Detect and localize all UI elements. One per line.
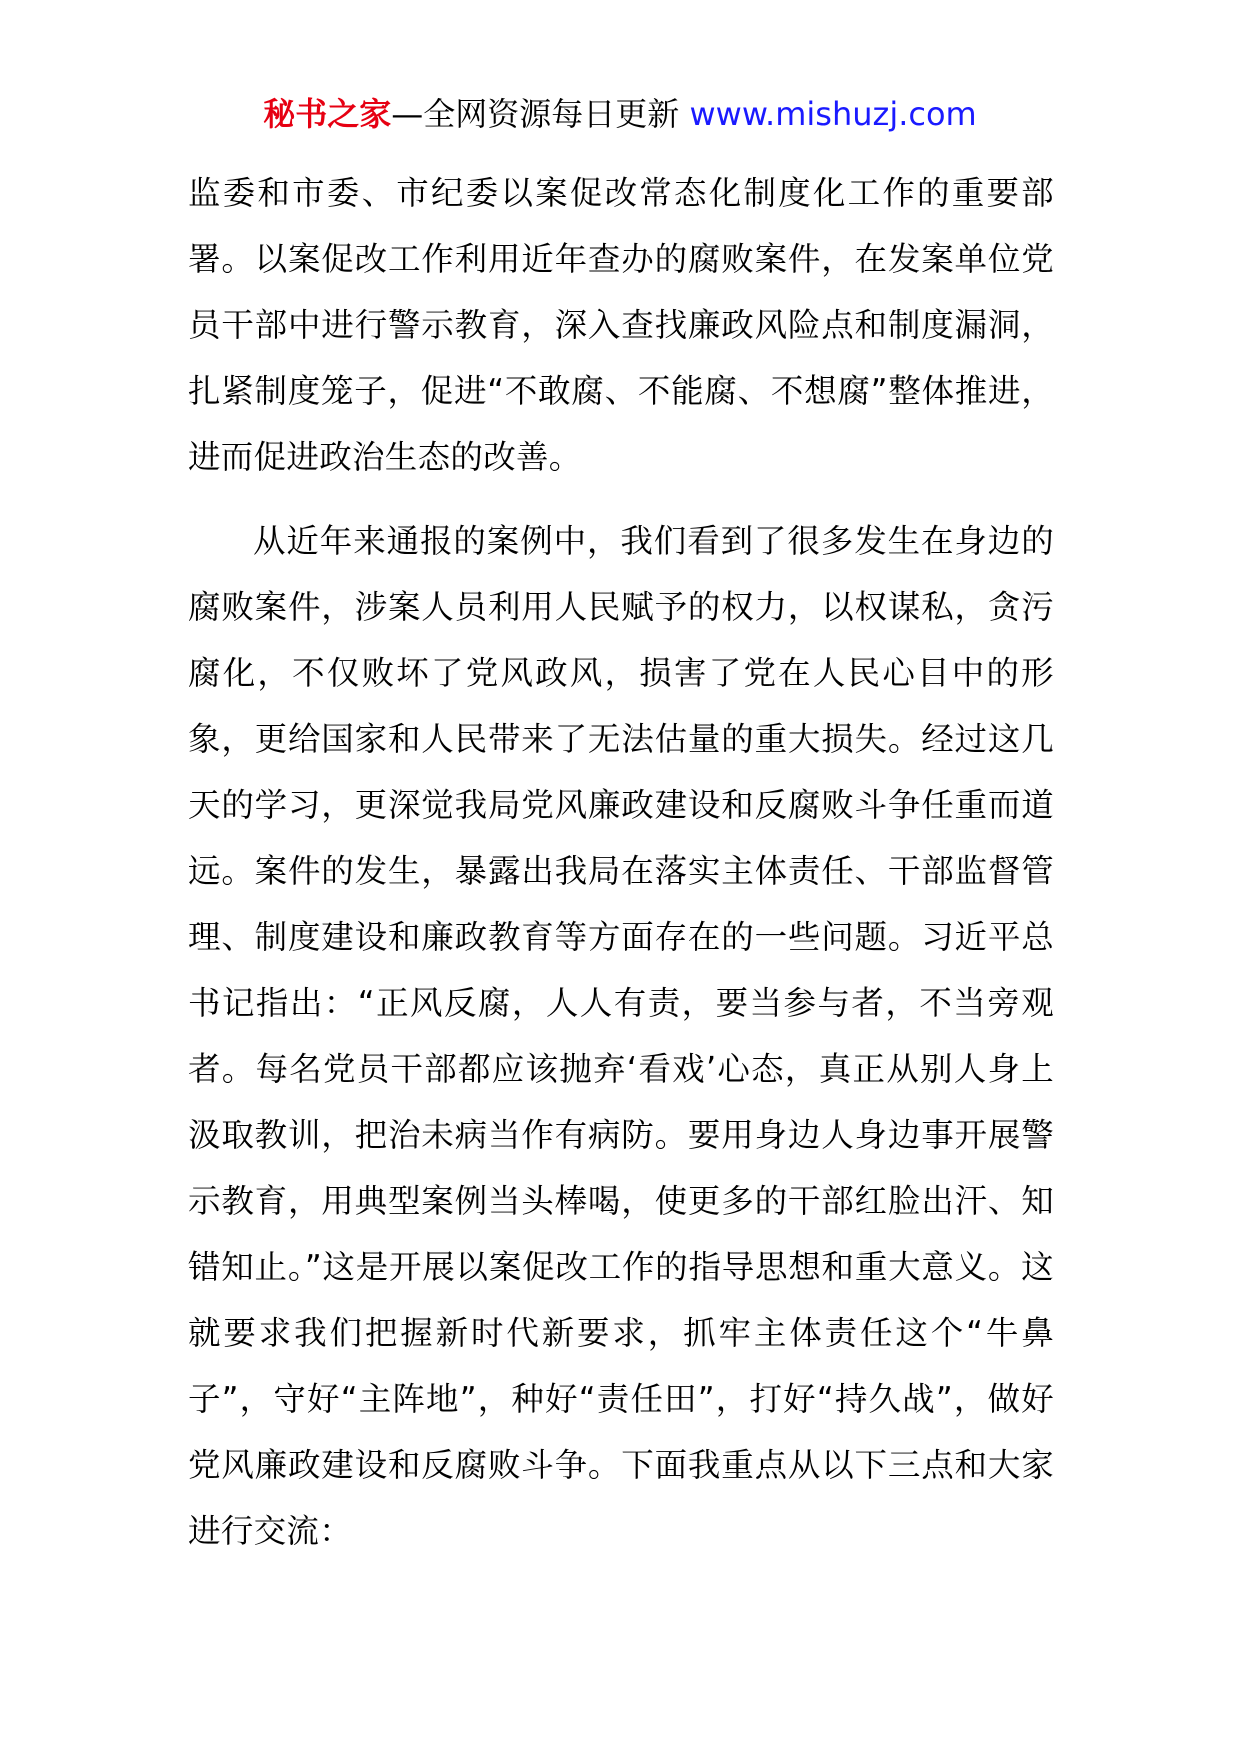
site-url-link[interactable]: www.mishuzj.com xyxy=(689,95,977,133)
paragraph-cases: 从近年来通报的案例中，我们看到了很多发生在身边的腐败案件，涉案人员利用人民赋予的权力，以权谋私，贪污腐化，不仅败坏了党风政风，损害了党在人民心目中的形象，更给国家和人民带来了无法估量的重大损失。经过这几天的学习，更深觉我局党风廉政建设和反腐败斗争任重而道远。案件的发生，暴露出我局在落实主体责任、干部监督管理、制度建设和廉政教育等方面存在的一些问题。习近平总书记指出：“正风反腐，人人有责，要当参与者，不当旁观者。每名党员干部都应该抛弃‘看戏’心态，真正从别人身上汲取教训，把治未病当作有病防。要用身边人身边事开展警示教育，用典型案例当头棒喝，使更多的干部红脸出汗、知错知止。”这是开展以案促改工作的指导思想和重大意义。这就要求我们把握新时代新要求，抓牢主体责任这个“牛鼻子”，守好“主阵地”，种好“责任田”，打好“持久战”，做好党风廉政建设和反腐败斗争。下面我重点从以下三点和大家进行交流： xyxy=(188,522,1054,1550)
site-header xyxy=(0,94,1240,134)
document-body xyxy=(188,160,1054,1564)
site-tagline: —全网资源每日更新 xyxy=(391,95,690,133)
site-brand: 秘书之家 xyxy=(263,95,392,133)
paragraph-continuation: 监委和市委、市纪委以案促改常态化制度化工作的重要部署。以案促改工作利用近年查办的腐败案件，在发案单位党员干部中进行警示教育，深入查找廉政风险点和制度漏洞，扎紧制度笼子，促进“不敢腐、不能腐、不想腐”整体推进，进而促进政治生态的改善。 xyxy=(188,174,1054,476)
